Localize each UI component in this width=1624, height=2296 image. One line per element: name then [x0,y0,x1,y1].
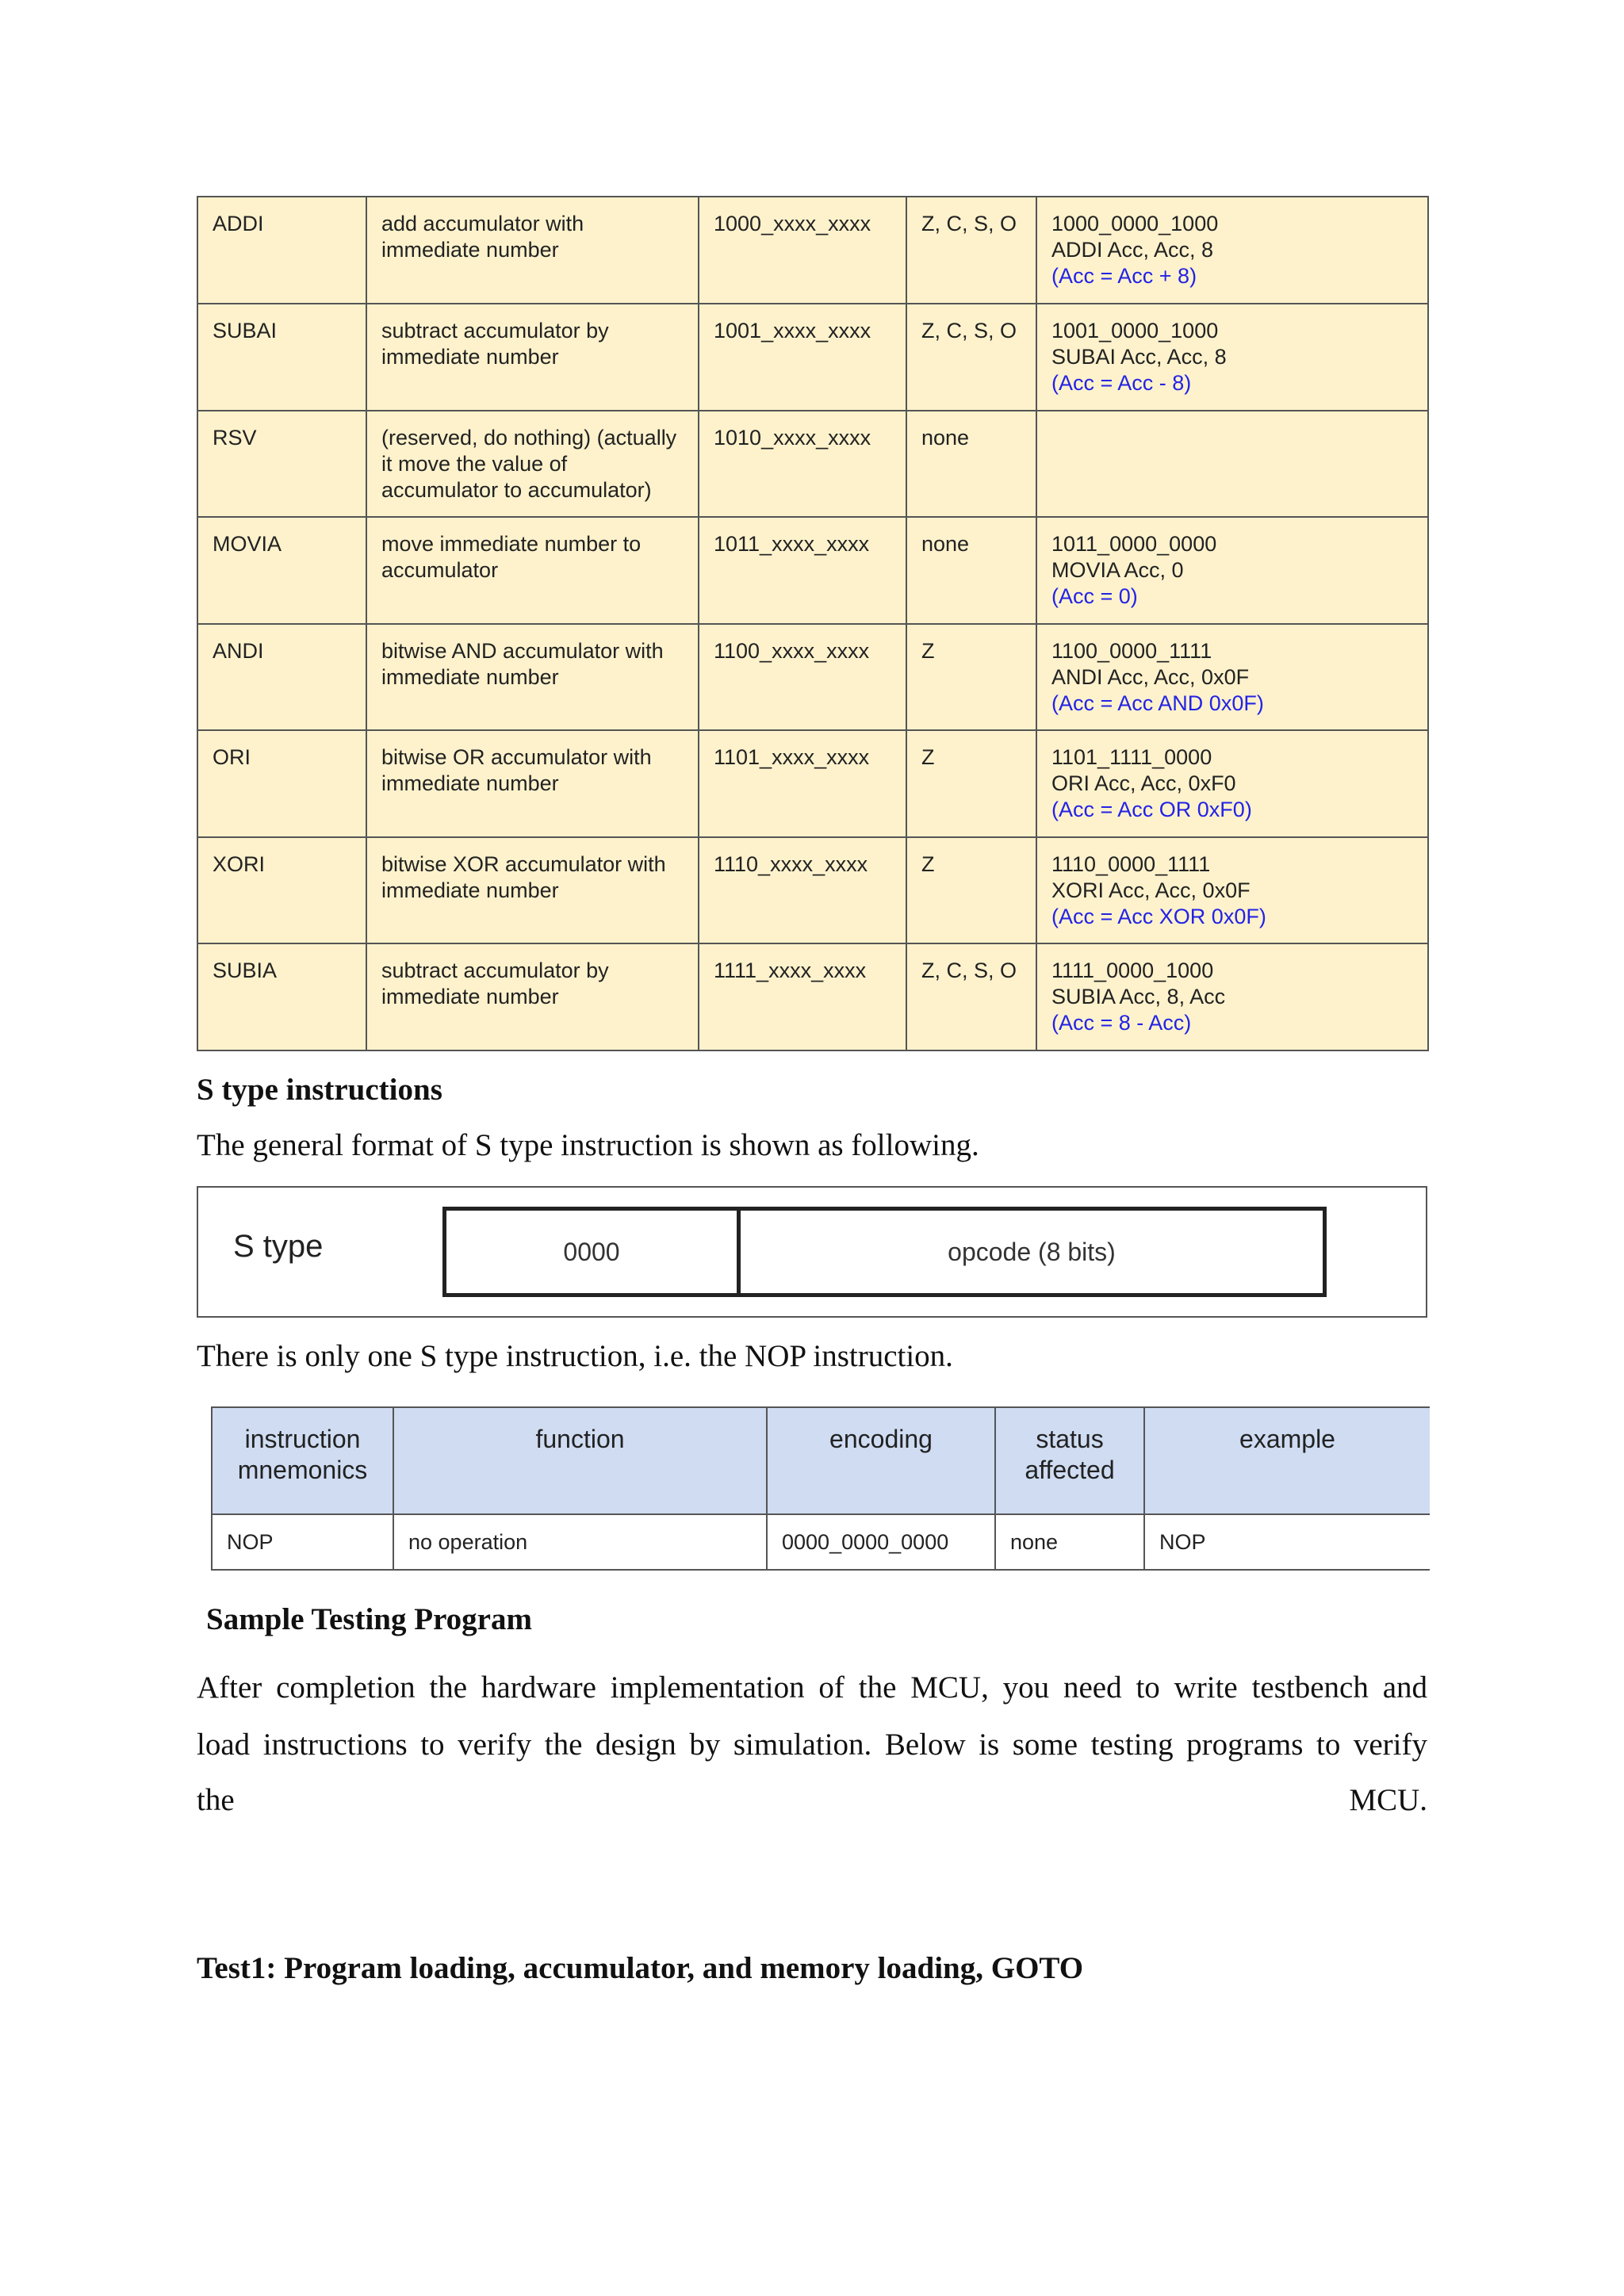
table-row [197,197,1428,304]
cell-status: none [906,411,1036,518]
sample-para-text-1: After completion the hardware implementation of the MCU, you need to write testbench and [197,1670,1427,1705]
cell-example [1036,730,1428,837]
table-row [197,624,1428,731]
table-row [197,517,1428,624]
cell-function: add accumulator with immediate number [366,197,699,304]
cell-function: subtract accumulator by immediate number [366,943,699,1050]
s-type-intro: The general format of S type instruction is shown as following. [197,1128,979,1162]
cell-mnemonic: ANDI [197,624,366,731]
table-row [197,304,1428,411]
header-status: status affected [995,1407,1144,1514]
sample-para-text-3-right: MCU. [1349,1783,1427,1817]
header-example: example [1144,1407,1430,1514]
example-binary: 1011_0000_0000 [1051,532,1217,556]
cell-mnemonic: ADDI [197,197,366,304]
s-type-note: There is only one S type instruction, i.e. the NOP instruction. [197,1339,953,1373]
cell-status: Z, C, S, O [906,197,1036,304]
cell-example [1036,197,1428,304]
table-row [197,943,1428,1050]
test1-heading: Test1: Program loading, accumulator, and memory loading, GOTO [197,1951,1084,1985]
example-assembly: SUBAI Acc, Acc, 8 [1051,345,1227,369]
header-function: function [393,1407,767,1514]
cell-encoding: 1100_xxxx_xxxx [699,624,906,731]
cell-example: NOP [1144,1514,1430,1570]
sample-para-text-2: load instructions to verify the design by simulation. Below is some testing programs to verify [197,1728,1427,1762]
cell-encoding: 1011_xxxx_xxxx [699,517,906,624]
cell-status: none [906,517,1036,624]
cell-encoding: 0000_0000_0000 [767,1514,995,1570]
example-assembly: SUBIA Acc, 8, Acc [1051,985,1226,1008]
cell-example [1036,837,1428,944]
cell-encoding: 1010_xxxx_xxxx [699,411,906,518]
cell-encoding: 1111_xxxx_xxxx [699,943,906,1050]
s-type-heading: S type instructions [197,1073,442,1107]
header-mnemonics: instruction mnemonics [212,1407,393,1514]
example-assembly: ANDI Acc, Acc, 0x0F [1051,664,1250,689]
example-comment: (Acc = Acc - 8) [1051,371,1192,395]
example-comment: (Acc = Acc + 8) [1051,264,1197,288]
format-field-opcode: opcode (8 bits) [737,1207,1327,1297]
example-assembly: ADDI Acc, Acc, 8 [1051,238,1214,262]
cell-mnemonic: NOP [212,1514,393,1570]
cell-function: move immediate number to accumulator [366,517,699,624]
example-comment: (Acc = Acc OR 0xF0) [1051,798,1252,821]
example-binary: 1001_0000_1000 [1051,319,1219,342]
sample-heading: Sample Testing Program [206,1602,532,1636]
table-row [197,837,1428,944]
sample-para-text-3-left: the [197,1783,235,1817]
sample-paragraph-line-2 [197,1727,1427,1762]
cell-mnemonic: SUBIA [197,943,366,1050]
example-assembly: XORI Acc, Acc, 0x0F [1051,878,1251,902]
s-type-format-diagram [197,1186,1427,1318]
cell-function: bitwise AND accumulator with immediate number [366,624,699,731]
cell-status: Z, C, S, O [906,943,1036,1050]
cell-function: bitwise OR accumulator with immediate number [366,730,699,837]
example-binary: 1000_0000_1000 [1051,212,1219,235]
cell-function: (reserved, do nothing) (actually it move the value of accumulator to accumulator) [366,411,699,518]
cell-status: Z, C, S, O [906,304,1036,411]
example-comment: (Acc = Acc XOR 0x0F) [1051,904,1266,928]
cell-mnemonic: RSV [197,411,366,518]
cell-mnemonic: ORI [197,730,366,837]
cell-status: Z [906,837,1036,944]
sample-paragraph-line-1 [197,1670,1427,1705]
example-comment: (Acc = 8 - Acc) [1051,1011,1192,1035]
cell-encoding: 1101_xxxx_xxxx [699,730,906,837]
cell-example [1036,304,1428,411]
header-encoding: encoding [767,1407,995,1514]
cell-mnemonic: XORI [197,837,366,944]
example-assembly: MOVIA Acc, 0 [1051,558,1184,582]
cell-function: no operation [393,1514,767,1570]
example-binary: 1111_0000_1000 [1051,959,1214,982]
format-field-prefix: 0000 [442,1207,741,1297]
cell-function: subtract accumulator by immediate number [366,304,699,411]
example-assembly: ORI Acc, Acc, 0xF0 [1051,771,1236,795]
cell-encoding: 1110_xxxx_xxxx [699,837,906,944]
cell-function: bitwise XOR accumulator with immediate number [366,837,699,944]
table-row [197,411,1428,518]
instruction-table [197,196,1429,1051]
cell-example [1036,624,1428,731]
cell-encoding: 1000_xxxx_xxxx [699,197,906,304]
table-row [197,730,1428,837]
cell-mnemonic: MOVIA [197,517,366,624]
s-type-table [211,1406,1430,1571]
s-table-header-row [212,1407,1430,1514]
example-comment: (Acc = 0) [1051,584,1138,608]
cell-example [1036,517,1428,624]
example-comment: (Acc = Acc AND 0x0F) [1051,691,1264,715]
example-binary: 1101_1111_0000 [1051,745,1212,769]
cell-status: Z [906,730,1036,837]
format-label: S type [233,1229,324,1264]
cell-status: none [995,1514,1144,1570]
example-binary: 1100_0000_1111 [1051,638,1212,663]
cell-example [1036,411,1428,518]
cell-example [1036,943,1428,1050]
sample-paragraph-line-3 [197,1782,1427,1818]
cell-status: Z [906,624,1036,731]
cell-encoding: 1001_xxxx_xxxx [699,304,906,411]
cell-mnemonic: SUBAI [197,304,366,411]
table-row [212,1514,1430,1570]
example-binary: 1110_0000_1111 [1051,851,1211,876]
